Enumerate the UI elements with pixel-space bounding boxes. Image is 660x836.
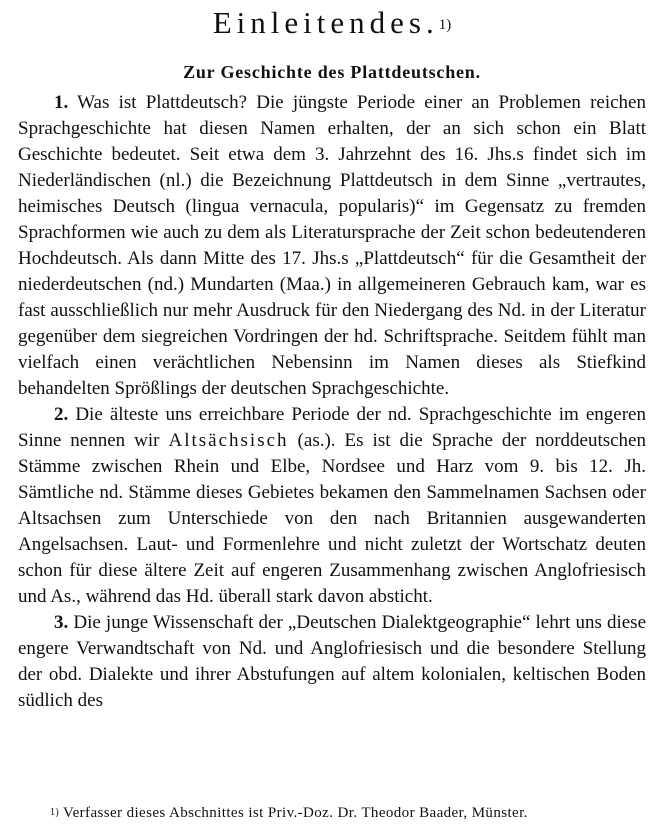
paragraph-2 [18,402,646,610]
footnote [50,803,528,823]
paragraph-text: Die junge Wissenschaft der „Deutschen Dialektgeographie“ lehrt uns diese engere Verwandtschaft von Nd. und Anglofriesisch und die besondere Stellung der obd. Dialekte und ihrer Abstufungen auf altem kolonialen, keltischen Boden südlich des [18,612,647,711]
paragraph-text: Was ist Plattdeutsch? Die jüngste Periode einer an Problemen reichen Sprachgeschichte hat diesen Namen erhalten, der an sich schon ein Blatt Geschichte bedeutet. Seit etwa dem 3. Jahrzehnt des 16. Jhs.s findet sich im Niederländischen (nl.) die Bezeichnung Plattdeutsch in dem Sinne „vertrautes, heimisches Deutsch (lingua vernacula, popularis)“ im Gegensatz zu fremden Sprachformen wie auch zu dem als Literatursprache der Zeit schon bedeutenderen Hochdeutsch. Als dann Mitte des 17. Jhs.s „Plattdeutsch“ für die Gesamtheit der niederdeutschen (nd.) Mundarten (Maa.) in allgemeineren Gebrauch kam, war es fast ausschließlich nur mehr Ausdruck für den Niedergang des Nd. in der Literatur gegenüber dem siegreichen Vordringen der hd. Schriftsprache. Seitdem fühlt man vielfach einen verächtlichen Nebensinn im Namen dieses als Stiefkind behandelten Sprößlings der deutschen Sprachgeschichte. [18,92,646,399]
paragraph-number: 2. [54,404,69,425]
chapter-footnote-marker: 1) [438,17,452,33]
section-title: Zur Geschichte des Plattdeutschen. [183,62,481,82]
paragraph-number: 3. [54,612,69,633]
chapter-title [18,4,646,42]
paragraph-3 [18,610,646,714]
emphasis-altsaechsisch: Altsächsisch [168,430,289,451]
footnote-marker: 1) [50,807,60,818]
paragraph-1 [18,90,646,402]
footnote-text: Verfasser dieses Abschnittes ist Priv.-Doz. Dr. Theodor Baader, Münster. [63,805,528,821]
paragraph-text: Die älteste uns erreichbare Periode der nd. Sprachgeschichte im engeren Sinne nennen wir [18,404,646,451]
paragraph-text-continued: (as.). Es ist die Sprache der norddeutschen Stämme zwischen Rhein und Elbe, Nordsee und Harz vom 9. bis 12. Jh. Sämtliche nd. Stämme dieses Gebietes bekamen den Sammelnamen Sachsen oder Altsachsen zum Unterschiede von den nach Britannien ausgewanderten Angelsachsen. Laut- und Formenlehre und nicht zuletzt der Wortschatz deuten schon für diese ältere Zeit auf engeren Zusammenhang zwischen Anglofriesisch und As., während das Hd. überall stark davon absticht. [18,430,646,607]
chapter-title-text: Einleitendes. [212,5,439,40]
paragraph-number: 1. [54,92,69,113]
